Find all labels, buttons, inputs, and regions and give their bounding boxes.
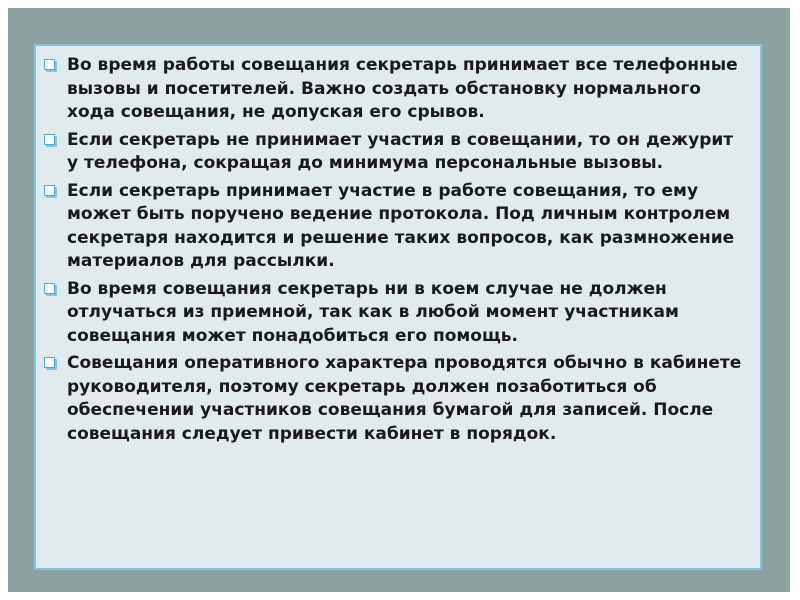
square-bullet-icon — [44, 59, 55, 70]
bullet-text: Во время совещания секретарь ни в коем случае не должен отлучаться из приемной, так как в любой момент участникам совещания может понадобиться его помощь. — [67, 278, 679, 346]
square-bullet-icon — [44, 134, 55, 145]
bullet-item-3 — [44, 180, 746, 274]
square-bullet-icon — [44, 185, 55, 196]
bullet-text: Совещания оперативного характера проводятся обычно в кабинете руководителя, поэтому секретарь должен позаботиться об обеспечении участников совещания бумагой для записей. После совещания следует привести кабинет в порядок. — [67, 353, 742, 444]
square-bullet-icon — [44, 283, 55, 294]
bullet-text: Если секретарь не принимает участия в совещании, то он дежурит у телефона, сокращая до минимума персональные вызовы. — [67, 129, 734, 173]
bullet-item-1 — [44, 54, 746, 125]
bullet-item-5 — [44, 352, 746, 446]
content-box — [34, 44, 762, 570]
bullet-text: Если секретарь принимает участие в работе совещания, то ему может быть поручено ведение протокола. Под личным контролем секретаря находится и решение таких вопросов, как размножение материалов для рассылки. — [67, 180, 735, 271]
bullet-item-4 — [44, 278, 746, 349]
bullet-text: Во время работы совещания секретарь принимает все телефонные вызовы и посетителей. Важно создать обстановку нормального хода совещания, не допуская его срывов. — [67, 55, 738, 122]
bullet-item-2 — [44, 129, 746, 176]
square-bullet-icon — [44, 357, 55, 368]
bullet-list — [44, 54, 746, 450]
